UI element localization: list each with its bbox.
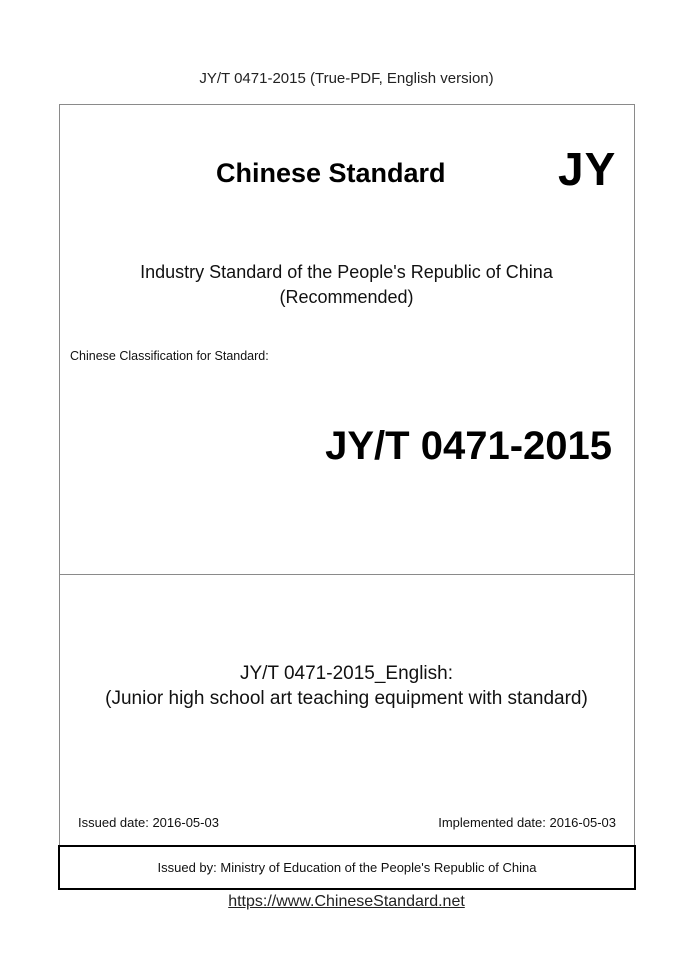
industry-line-2: (Recommended) <box>279 287 414 307</box>
issued-date: Issued date: 2016-05-03 <box>78 815 219 830</box>
implemented-date: Implemented date: 2016-05-03 <box>438 815 616 830</box>
classification-label: Chinese Classification for Standard: <box>70 349 269 363</box>
industry-standard-caption <box>0 260 693 310</box>
website-link[interactable]: https://www.ChineseStandard.net <box>228 893 465 910</box>
footer <box>0 893 693 911</box>
standard-mark: JY <box>558 143 617 195</box>
issued-by-text: Issued by: Ministry of Education of the People's Republic of China <box>157 860 537 875</box>
english-title-line-1: JY/T 0471-2015_English: <box>239 663 454 684</box>
running-header: JY/T 0471-2015 (True-PDF, English version) <box>199 70 494 87</box>
cover-heading: Chinese Standard <box>216 158 446 188</box>
issued-by-box <box>58 845 636 890</box>
industry-line-1: Industry Standard of the People's Republic of China <box>140 262 553 282</box>
english-title <box>0 661 693 711</box>
standard-number: JY/T 0471-2015 <box>325 424 612 468</box>
english-title-line-2: (Junior high school art teaching equipment with standard) <box>105 688 588 709</box>
